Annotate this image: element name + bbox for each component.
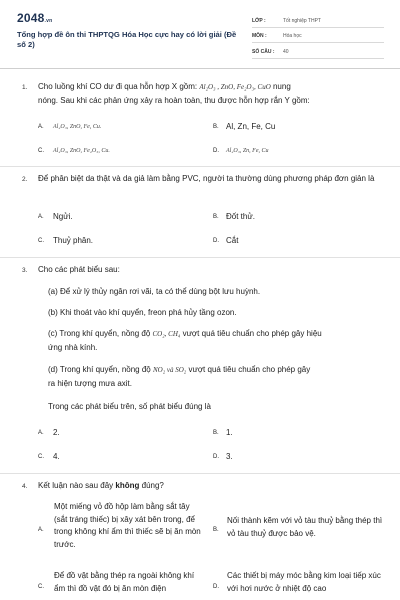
- option-b[interactable]: Nối thành kẽm với vỏ tàu thuỷ bằng thép thì vỏ tàu thuỷ được bảo vệ.: [227, 516, 383, 538]
- option-letter: D.: [213, 148, 219, 154]
- statement-part: vượt quá tiêu chuẩn cho phép gây: [186, 365, 311, 374]
- meta-label: MÔN :: [252, 33, 267, 39]
- question-text-part: Kết luận nào sau đây: [38, 481, 116, 490]
- statement-part: vượt quá tiêu chuẩn cho phép gây hiệu: [180, 329, 322, 338]
- question-text: [38, 80, 386, 108]
- option-c[interactable]: Để đồ vật bằng thép ra ngoài không khí ẩm thì đồ vật đó bị ăn mòn điện: [54, 571, 195, 593]
- option-c[interactable]: Thuỷ phân.: [53, 236, 94, 245]
- question-number: 4.: [22, 483, 28, 490]
- statement-a: (a) Để xử lý thủy ngân rơi vãi, ta có thể dùng bột lưu huỳnh.: [48, 287, 261, 296]
- option-letter: D.: [213, 584, 219, 590]
- option-d[interactable]: Al₂O₃, Zn, Fe, Cu: [226, 148, 269, 154]
- meta-value: Hóa học: [283, 33, 302, 39]
- question-prompt: Trong các phát biểu trên, số phát biểu đúng là: [48, 402, 211, 411]
- meta-value: 40: [283, 48, 289, 55]
- meta-table: [252, 12, 384, 59]
- option-letter: B.: [213, 124, 219, 130]
- meta-row-class: [252, 12, 384, 28]
- option-letter: A.: [38, 214, 44, 220]
- question-text-part: Cho luồng khí CO dư đi qua hỗn hợp X gồm:: [38, 82, 200, 91]
- statement-c: [48, 327, 388, 355]
- question-number: 1.: [22, 84, 28, 91]
- meta-label: SỐ CÂU :: [252, 48, 275, 55]
- option-a[interactable]: Al₂O₃, ZnO, Fe, Cu.: [53, 124, 102, 130]
- emphasis-text: không: [115, 481, 140, 490]
- statement-b: (b) Khi thoát vào khí quyển, freon phá hủy tầng ozon.: [48, 308, 237, 317]
- statement-part: ứng nhà kính.: [48, 343, 98, 352]
- question-divider: [0, 473, 400, 474]
- option-letter: D.: [213, 454, 219, 460]
- meta-row-count: [252, 43, 384, 59]
- option-c[interactable]: 4.: [53, 452, 60, 461]
- statement-part: (c) Trong khí quyển, nồng độ: [48, 329, 153, 338]
- option-d[interactable]: 3.: [226, 452, 233, 461]
- question-divider: [0, 166, 400, 167]
- formula: CO₂, CH₄: [152, 330, 181, 338]
- option-letter: A.: [38, 527, 44, 533]
- question-text-part: nóng. Sau khi các phản ứng xảy ra hoàn toàn, thu được hỗn hợp rắn Y gồm:: [38, 96, 310, 105]
- meta-label: LỚP :: [252, 17, 266, 24]
- header-divider: [0, 68, 400, 69]
- option-letter: A.: [38, 124, 44, 130]
- option-a[interactable]: 2.: [53, 428, 60, 437]
- option-d[interactable]: Các thiết bị máy móc bằng kim loại tiếp xúc với hơi nước ở nhiệt độ cao: [227, 571, 381, 593]
- formula: Al₂O₃ , ZnO, Fe₂O₃, CuO: [199, 83, 271, 91]
- option-d[interactable]: Cắt: [226, 236, 239, 245]
- option-c[interactable]: Al₂O₃, ZnO, Fe₂O₃, Cu.: [53, 148, 110, 154]
- option-letter: C.: [38, 584, 44, 590]
- option-b[interactable]: 1.: [226, 428, 233, 437]
- option-a[interactable]: Ngửi.: [53, 212, 73, 221]
- question-number: 3.: [22, 267, 28, 274]
- question-number: 2.: [22, 176, 28, 183]
- option-letter: D.: [213, 238, 219, 244]
- option-b[interactable]: Al, Zn, Fe, Cu: [226, 122, 276, 131]
- logo-suffix: .vn: [44, 18, 53, 24]
- question-text: [38, 479, 386, 493]
- formula: NO₂ và SO₂: [152, 366, 187, 374]
- question-text: Để phân biệt da thật và da giả làm bằng PVC, người ta thường dùng phương pháp đơn giản là: [38, 174, 375, 183]
- option-letter: C.: [38, 454, 44, 460]
- question-text: Cho các phát biểu sau:: [38, 265, 120, 274]
- option-b[interactable]: Đốt thử.: [226, 212, 255, 221]
- question-text-part: nung: [270, 82, 291, 91]
- statement-part: (d) Trong khí quyển, nồng độ: [48, 365, 153, 374]
- option-letter: C.: [38, 148, 44, 154]
- option-letter: B.: [213, 430, 219, 436]
- question-text-part: đúng?: [139, 481, 164, 490]
- site-logo[interactable]: [17, 11, 52, 25]
- statement-d: [48, 363, 388, 391]
- question-divider: [0, 257, 400, 258]
- meta-row-subject: [252, 28, 384, 44]
- option-a[interactable]: Một miếng vỏ đồ hộp làm bằng sắt tây (sắt tráng thiếc) bị xây xát bên trong, để trong không khí ẩm thì thiếc sẽ bị ăn mòn trước.: [54, 502, 201, 549]
- meta-value: Tốt nghiệp THPT: [283, 17, 321, 24]
- document-title: Tổng hợp đề ôn thi THPTQG Hóa Học cực hay có lời giải (Đề số 2): [17, 30, 237, 49]
- option-letter: B.: [213, 214, 219, 220]
- option-letter: C.: [38, 238, 44, 244]
- option-letter: B.: [213, 527, 219, 533]
- statement-part: ra hiện tượng mưa axit.: [48, 379, 132, 388]
- logo-text: 2048: [17, 11, 45, 25]
- option-letter: A.: [38, 430, 44, 436]
